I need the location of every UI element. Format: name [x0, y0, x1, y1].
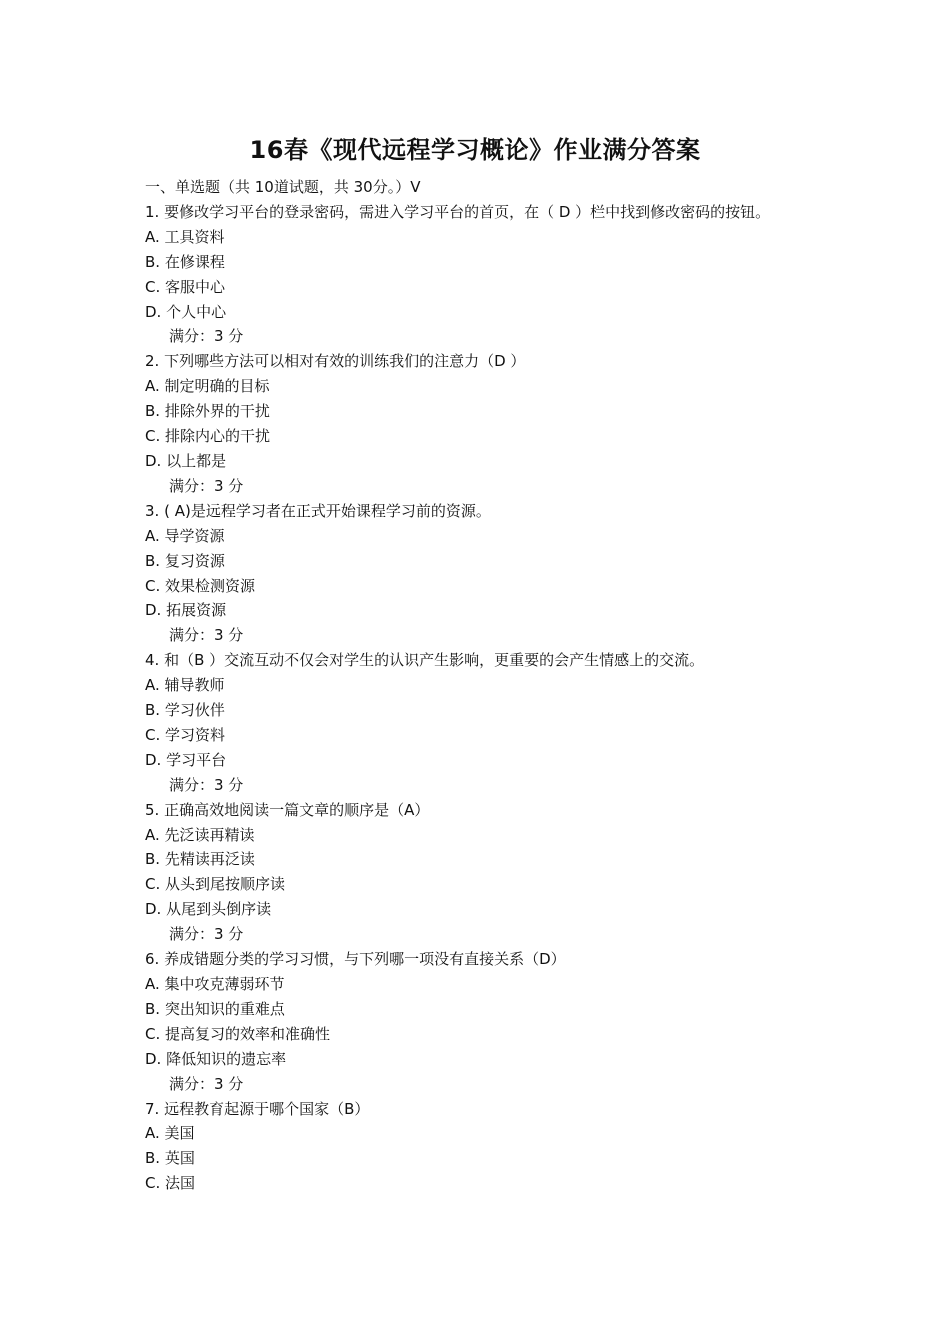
answer-option: A. 集中攻克薄弱环节 — [145, 975, 285, 993]
answer-option: C. 学习资料 — [145, 725, 226, 744]
score-line: 满分：3 分 — [169, 327, 244, 346]
question-stem: 3. ( A)是远程学习者在正式开始课程学习前的资源。 — [145, 501, 491, 520]
answer-option: C. 从头到尾按顺序读 — [145, 875, 286, 894]
question-stem: 7. 远程教育起源于哪个国家（B） — [145, 1099, 370, 1118]
score-line: 满分：3 分 — [169, 925, 244, 944]
answer-option: D. 个人中心 — [145, 302, 227, 321]
answer-option: C. 客服中心 — [145, 277, 226, 296]
document-body — [145, 175, 810, 1196]
answer-option: D. 以上都是 — [145, 451, 227, 470]
answer-option: C. 法国 — [145, 1174, 196, 1193]
question-stem: 4. 和（B ）交流互动不仅会对学生的认识产生影响，更重要的会产生情感上的交流。 — [145, 651, 705, 670]
answer-option: B. 学习伙伴 — [145, 701, 225, 720]
answer-option: A. 工具资料 — [145, 227, 225, 246]
answer-option: C. 排除内心的干扰 — [145, 427, 271, 446]
answer-option: A. 辅导教师 — [145, 676, 225, 695]
answer-option: D. 降低知识的遗忘率 — [145, 1049, 287, 1068]
answer-option: A. 美国 — [145, 1124, 195, 1143]
answer-option: B. 英国 — [145, 1149, 195, 1168]
score-line: 满分：3 分 — [169, 626, 244, 645]
document-title: 16春《现代远程学习概论》作业满分答案 — [249, 136, 701, 164]
question-stem: 6. 养成错题分类的学习习惯，与下列哪一项没有直接关系（D） — [145, 950, 566, 969]
answer-option: D. 拓展资源 — [145, 601, 227, 620]
answer-option: B. 突出知识的重难点 — [145, 999, 285, 1018]
answer-option: D. 从尾到头倒序读 — [145, 900, 272, 919]
answer-option: B. 先精读再泛读 — [145, 850, 255, 869]
question-stem: 1. 要修改学习平台的登录密码，需进入学习平台的首页，在（ D ）栏中找到修改密码的按钮。 — [145, 202, 771, 221]
answer-option: C. 提高复习的效率和准确性 — [145, 1024, 331, 1043]
answer-option: B. 排除外界的干扰 — [145, 402, 270, 421]
score-line: 满分：3 分 — [169, 476, 244, 495]
answer-option: B. 复习资源 — [145, 551, 225, 570]
answer-option: B. 在修课程 — [145, 252, 225, 271]
answer-option: D. 学习平台 — [145, 750, 227, 769]
score-line: 满分：3 分 — [169, 1074, 244, 1093]
score-line: 满分：3 分 — [169, 775, 244, 794]
section-heading: 一、单选题（共 10道试题，共 30分。）V — [145, 178, 421, 196]
answer-option: C. 效果检测资源 — [145, 576, 256, 595]
answer-option: A. 先泛读再精读 — [145, 825, 255, 844]
answer-option: A. 制定明确的目标 — [145, 377, 270, 396]
answer-option: A. 导学资源 — [145, 526, 225, 545]
question-stem: 2. 下列哪些方法可以相对有效的训练我们的注意力（D ） — [145, 352, 526, 371]
question-stem: 5. 正确高效地阅读一篇文章的顺序是（A） — [145, 800, 430, 819]
